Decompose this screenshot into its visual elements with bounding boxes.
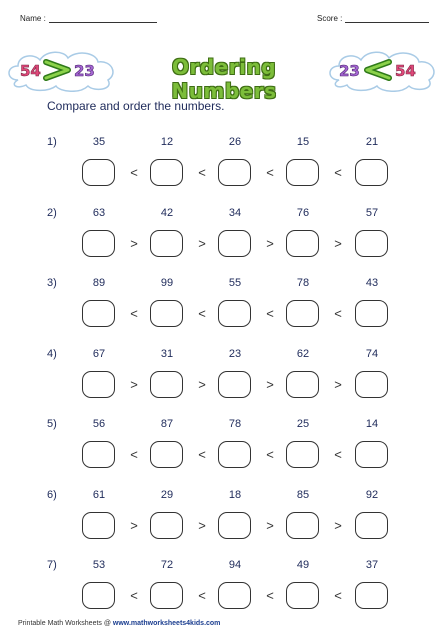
given-number: 14: [365, 418, 379, 430]
badge-right-b: 54: [395, 62, 416, 80]
name-line[interactable]: [49, 22, 157, 23]
problem-row: [0, 207, 448, 277]
problem-row: [0, 136, 448, 206]
title-banner: [0, 48, 448, 103]
answer-box[interactable]: [355, 371, 388, 398]
problem-row: [0, 418, 448, 488]
badge-right-a: 23: [339, 62, 360, 80]
given-number: 12: [160, 136, 174, 148]
comparison-symbol: <: [334, 588, 342, 603]
comparison-symbol: <: [130, 165, 138, 180]
given-number: 56: [92, 418, 106, 430]
answer-box[interactable]: [355, 300, 388, 327]
answer-box[interactable]: [286, 512, 319, 539]
answer-box[interactable]: [150, 512, 183, 539]
answer-box[interactable]: [218, 300, 251, 327]
comparison-symbol: >: [198, 376, 206, 392]
page-title: Ordering Numbers: [171, 55, 277, 103]
given-number: 57: [365, 206, 379, 219]
comparison-symbol: <: [198, 588, 206, 603]
given-number: 34: [228, 206, 242, 219]
name-field[interactable]: [20, 14, 157, 23]
given-number: 87: [160, 418, 174, 430]
comparison-symbol: <: [198, 447, 206, 462]
comparison-symbol: <: [266, 306, 274, 321]
given-number: 78: [228, 418, 242, 430]
answer-box[interactable]: [286, 582, 319, 609]
given-number: 92: [365, 488, 379, 501]
given-number: 55: [228, 277, 242, 289]
answer-box[interactable]: [218, 371, 251, 398]
answer-box[interactable]: [82, 371, 115, 398]
problem-number: 4): [47, 347, 57, 360]
answer-box[interactable]: [286, 159, 319, 186]
answer-box[interactable]: [82, 300, 115, 327]
answer-box[interactable]: [355, 582, 388, 609]
comparison-symbol: >: [266, 376, 274, 392]
comparison-symbol: <: [130, 588, 138, 603]
given-number: 29: [160, 488, 174, 501]
answer-box[interactable]: [82, 512, 115, 539]
given-number: 21: [365, 136, 379, 148]
given-number: 85: [296, 488, 310, 501]
footer-site: www.mathworksheets4kids.com: [112, 620, 221, 627]
comparison-symbol: <: [334, 447, 342, 462]
answer-box[interactable]: [218, 159, 251, 186]
answer-box[interactable]: [355, 512, 388, 539]
comparison-symbol: <: [130, 306, 138, 321]
given-number: 94: [228, 559, 242, 571]
given-number: 26: [228, 136, 242, 148]
badge-left-a: 54: [20, 62, 41, 80]
given-number: 76: [296, 206, 310, 219]
given-number: 49: [296, 559, 310, 571]
answer-box[interactable]: [82, 230, 115, 257]
problem-number: 3): [47, 277, 57, 289]
comparison-symbol: <: [266, 165, 274, 180]
answer-box[interactable]: [82, 582, 115, 609]
problem-number: 6): [47, 488, 57, 501]
problem-row: [0, 348, 448, 418]
comparison-symbol: <: [266, 588, 274, 603]
comparison-symbol: >: [198, 517, 206, 533]
problem-number: 5): [47, 418, 57, 430]
given-number: 35: [92, 136, 106, 148]
comparison-symbol: <: [130, 447, 138, 462]
footer-prefix: Printable Math Worksheets @: [18, 620, 113, 627]
answer-box[interactable]: [150, 441, 183, 468]
given-number: 15: [296, 136, 310, 148]
given-number: 25: [296, 418, 310, 430]
answer-box[interactable]: [355, 159, 388, 186]
given-number: 43: [365, 277, 379, 289]
given-number: 31: [160, 347, 174, 360]
problem-row: [0, 277, 448, 347]
footer: [18, 620, 220, 627]
given-number: 18: [228, 488, 242, 501]
comparison-symbol: <: [266, 447, 274, 462]
given-number: 23: [228, 347, 242, 360]
comparison-symbol: >: [334, 517, 342, 533]
answer-box[interactable]: [355, 441, 388, 468]
given-number: 78: [296, 277, 310, 289]
answer-box[interactable]: [150, 371, 183, 398]
answer-box[interactable]: [286, 300, 319, 327]
answer-box[interactable]: [82, 441, 115, 468]
score-field[interactable]: [317, 14, 429, 23]
answer-box[interactable]: [150, 230, 183, 257]
problem-number: 7): [47, 559, 57, 571]
answer-box[interactable]: [82, 159, 115, 186]
answer-box[interactable]: [218, 441, 251, 468]
given-number: 72: [160, 559, 174, 571]
cloud-left-badge: [4, 48, 122, 92]
comparison-symbol: >: [334, 376, 342, 392]
given-number: 63: [92, 206, 106, 219]
comparison-symbol: <: [334, 306, 342, 321]
answer-box[interactable]: [150, 159, 183, 186]
score-line[interactable]: [345, 22, 429, 23]
answer-box[interactable]: [150, 582, 183, 609]
comparison-symbol: >: [334, 235, 342, 251]
given-number: 53: [92, 559, 106, 571]
comparison-symbol: >: [266, 517, 274, 533]
given-number: 99: [160, 277, 174, 289]
problem-number: 1): [47, 136, 57, 148]
given-number: 74: [365, 347, 379, 360]
given-number: 37: [365, 559, 379, 571]
problem-row: [0, 559, 448, 629]
given-number: 42: [160, 206, 174, 219]
answer-box[interactable]: [355, 230, 388, 257]
comparison-symbol: >: [198, 235, 206, 251]
problem-row: [0, 489, 448, 559]
comparison-symbol: >: [266, 235, 274, 251]
answer-box[interactable]: [218, 230, 251, 257]
comparison-symbol: >: [130, 517, 138, 533]
badge-left-b: 23: [74, 62, 95, 80]
score-label: Score :: [317, 14, 343, 23]
answer-box[interactable]: [218, 582, 251, 609]
answer-box[interactable]: [286, 371, 319, 398]
answer-box[interactable]: [286, 230, 319, 257]
comparison-symbol: >: [130, 376, 138, 392]
comparison-symbol: <: [334, 165, 342, 180]
comparison-symbol: >: [130, 235, 138, 251]
given-number: 89: [92, 277, 106, 289]
cloud-right-badge: [325, 48, 443, 92]
problem-number: 2): [47, 206, 57, 219]
given-number: 67: [92, 347, 106, 360]
instruction-text: Compare and order the numbers.: [47, 99, 225, 113]
answer-box[interactable]: [150, 300, 183, 327]
comparison-symbol: <: [198, 165, 206, 180]
name-label: Name :: [20, 14, 46, 23]
answer-box[interactable]: [286, 441, 319, 468]
given-number: 61: [92, 488, 106, 501]
answer-box[interactable]: [218, 512, 251, 539]
comparison-symbol: <: [198, 306, 206, 321]
given-number: 62: [296, 347, 310, 360]
